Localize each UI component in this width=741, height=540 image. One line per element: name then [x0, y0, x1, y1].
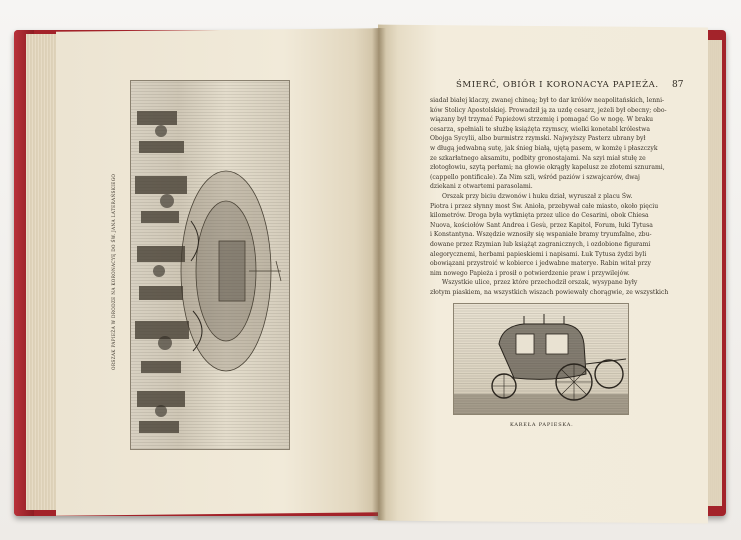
text-line: w długą jedwabną sutę, jak śnieg białą, ujętą pasem, w komżę i płaszczyk	[430, 144, 658, 152]
text-line: i Konstantyna. Wszędzie wznosiły się wspaniałe bramy tryumfalne, zbu-	[430, 231, 652, 239]
text-line: cesarza, spełniali te służbę książęta rzymscy, wielki konetabl królestwa	[430, 125, 650, 133]
text-line: obowiązani przystroić w kobierce i jedwabne materye. Rabin witał przy	[430, 260, 651, 268]
text-line: ze szkarłatnego aksamitu, podbity gronostajami. Na szyi miał stułę ze	[430, 154, 646, 162]
right-illustration-caption: KAREŁA PAPIESKA.	[510, 422, 574, 428]
text-line: alegorycznemi, herbami papieskiemi i napisami. Łuk Tytusa żydzi byli	[430, 250, 647, 258]
procession-engraving-art	[131, 81, 289, 449]
text-line: ków Stolicy Apostolskiej. Prowadził ją za uzdę cesarz, jeżeli był obecny; obo-	[430, 106, 667, 114]
text-line: dowane przez Rzymian lub książąt zagranicznych, i ozdobione figurami	[430, 240, 651, 248]
running-head: ŚMIERĆ, OBIÓR I KORONACYA PAPIEŻA.	[456, 80, 659, 90]
text-line: Orszak przy biciu dzwonów i huku dział, wyruszał z placu Św.	[442, 192, 633, 200]
text-line: nim nowego Papieża i prosił o potwierdzenie praw i przywilejów.	[430, 269, 630, 277]
text-line: złotym piaskiem, na wszystkich wiszach powiewały chorągwie, ze wszystkich	[430, 288, 669, 296]
body-text	[430, 96, 690, 297]
text-line: Wszystkie ulice, przez które przechodził orszak, wysypane były	[442, 279, 638, 287]
paragraph	[430, 192, 690, 278]
page-number: 87	[672, 80, 684, 90]
text-line: dziekani z otwartemi parasolami.	[430, 183, 533, 191]
carriage-engraving	[453, 303, 629, 415]
procession-engraving	[130, 80, 290, 450]
text-line: siadał białej klaczy, zwanej chineą; był to dar królów neapolitańskich, lenni-	[430, 97, 665, 104]
paragraph	[430, 96, 690, 192]
text-line: Nuova, kościołów Sant Andrea i Gesù, przez Kapitol, Forum, łuki Tytusa	[430, 221, 653, 229]
paragraph	[430, 278, 690, 297]
text-line: kilometrów. Droga była wytknięta przez ulice do Cesarini, obok Chiesa	[430, 212, 649, 220]
carriage-engraving-art	[454, 304, 628, 414]
book-gutter	[372, 28, 386, 520]
text-line: Obojga Sycylii, albo burmistrz rzymski. Najwyższy Pasterz ubrany był	[430, 135, 646, 143]
text-line: wiązany był trzymać Papieżowi strzemię i pomagać Go w nogę. W braku	[430, 116, 654, 124]
text-line: Piotra i przez słynny most Św. Anioła, przebywał całe miasto, około pięciu	[430, 202, 659, 210]
text-line: złotogłowiu, szytą perłami; na głowie okrągły kapelusz ze złotemi sznurami,	[430, 164, 665, 172]
left-illustration-caption: ORSZAK PAPIEŻA W DRODZE NA KORONACYĘ DO ŚW. JANA LATERAŃSKIEGO	[112, 173, 117, 370]
text-line: (cappello pontificale). Za Nim szli, wśród paziów i szwajcarów, dwaj	[430, 173, 640, 181]
